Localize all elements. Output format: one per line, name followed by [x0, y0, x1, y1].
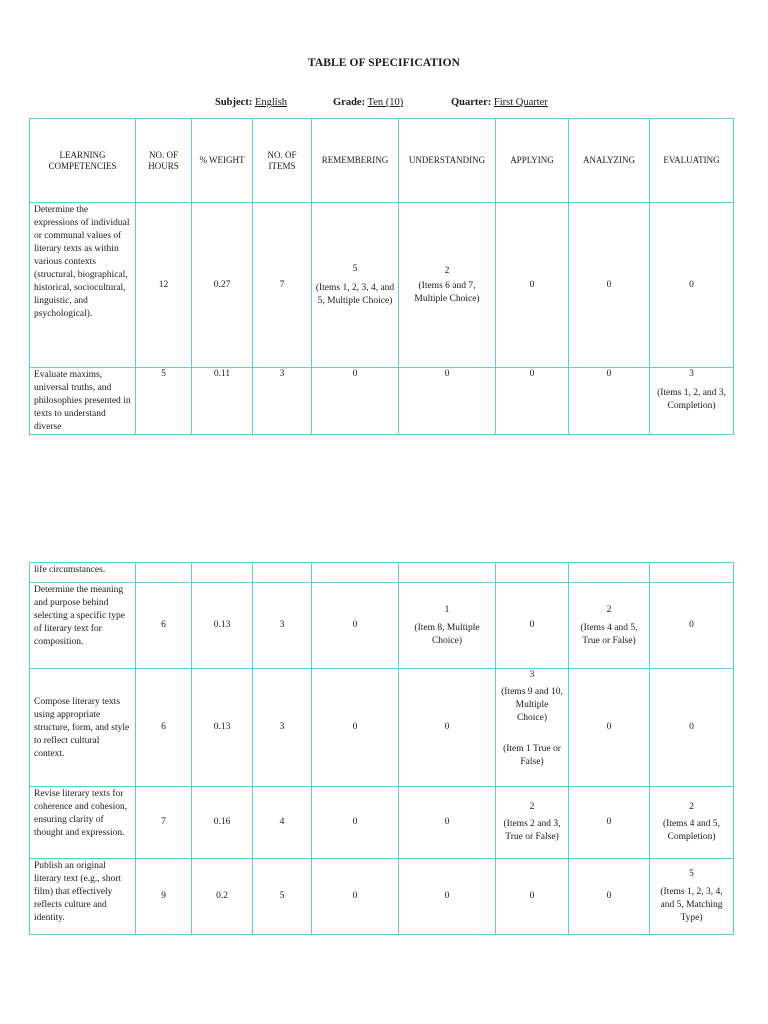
items-cell: 3	[253, 583, 312, 669]
analyzing-cell	[569, 583, 650, 669]
analyzing-cell: 0	[569, 669, 650, 787]
items-cell: 4	[253, 787, 312, 859]
analyzing-cell: 0	[569, 787, 650, 859]
competency-cell: Determine the expressions of individual or communal values of literary texts as within various contexts (structural, biographical, historical, sociocultural, linguistic, and psychological).	[30, 203, 136, 368]
col-header-evaluating: EVALUATING	[650, 119, 734, 203]
subject-value: English	[254, 97, 288, 108]
grade-label: Grade:	[333, 97, 366, 108]
remembering-cell: 0	[312, 368, 399, 435]
table-row	[30, 583, 734, 669]
table-row	[30, 563, 734, 583]
col-header-competencies: LEARNING COMPETENCIES	[30, 119, 136, 203]
col-header-weight: % WEIGHT	[192, 119, 253, 203]
col-header-remembering: REMEMBERING	[312, 119, 399, 203]
empty-cell	[496, 563, 569, 583]
quarter-field	[451, 97, 548, 108]
remembering-count: 5	[352, 263, 358, 274]
competency-cell-continued: life circumstances.	[30, 563, 136, 583]
quarter-value: First Quarter	[493, 97, 548, 108]
evaluating-note: (Items 4 and 5, Completion)	[663, 819, 720, 842]
table-row	[30, 669, 734, 787]
evaluating-cell	[650, 787, 734, 859]
applying-cell: 0	[496, 583, 569, 669]
applying-note: (Items 2 and 3, True or False)	[503, 819, 561, 842]
hours-cell: 9	[136, 859, 192, 935]
hours-cell: 6	[136, 669, 192, 787]
empty-cell	[650, 563, 734, 583]
subject-label: Subject:	[215, 97, 253, 108]
applying-cell: 0	[496, 203, 569, 368]
empty-cell	[253, 563, 312, 583]
understanding-cell	[399, 583, 496, 669]
understanding-note: (Item 8, Multiple Choice)	[414, 622, 480, 646]
remembering-cell: 0	[312, 669, 399, 787]
specification-table	[29, 118, 734, 435]
col-header-applying: APPLYING	[496, 119, 569, 203]
remembering-cell	[312, 203, 399, 368]
understanding-note: (Items 6 and 7, Multiple Choice)	[414, 280, 480, 304]
competency-cell: Revise literary texts for coherence and cohesion, ensuring clarity of thought and expression.	[30, 787, 136, 859]
empty-cell	[399, 563, 496, 583]
understanding-count: 2	[444, 265, 450, 276]
header-row	[30, 119, 734, 203]
items-cell: 3	[253, 368, 312, 435]
weight-cell: 0.16	[192, 787, 253, 859]
empty-cell	[312, 563, 399, 583]
col-header-hours: NO. OF HOURS	[136, 119, 192, 203]
evaluating-cell: 0	[650, 203, 734, 368]
hours-cell: 7	[136, 787, 192, 859]
evaluating-cell	[650, 859, 734, 935]
applying-cell: 0	[496, 859, 569, 935]
competency-cell: Evaluate maxims, universal truths, and philosophies presented in texts to understand diverse	[30, 368, 136, 435]
empty-cell	[136, 563, 192, 583]
understanding-cell	[399, 203, 496, 368]
items-cell: 5	[253, 859, 312, 935]
grade-value: Ten (10)	[367, 97, 404, 108]
applying-cell: 0	[496, 368, 569, 435]
evaluating-cell: 0	[650, 669, 734, 787]
page-title: TABLE OF SPECIFICATION	[307, 57, 461, 69]
evaluating-cell: 0	[650, 583, 734, 669]
table-row	[30, 368, 734, 435]
analyzing-cell: 0	[569, 859, 650, 935]
competency-text: Compose literary texts using appropriate structure, form, and style to reflect cultural context.	[34, 696, 130, 759]
subject-field	[215, 97, 287, 108]
analyzing-cell: 0	[569, 203, 650, 368]
understanding-count: 1	[444, 604, 450, 615]
remembering-cell: 0	[312, 787, 399, 859]
evaluating-count: 5	[689, 869, 694, 879]
remembering-cell: 0	[312, 583, 399, 669]
applying-count: 2	[529, 802, 535, 812]
weight-cell: 0.13	[192, 669, 253, 787]
weight-cell: 0.27	[192, 203, 253, 368]
competency-cell	[30, 669, 136, 787]
specification-table-continued	[29, 562, 734, 935]
table-row	[30, 859, 734, 935]
understanding-cell: 0	[399, 368, 496, 435]
analyzing-cell: 0	[569, 368, 650, 435]
hours-cell: 12	[136, 203, 192, 368]
competency-cell: Publish an original literary text (e.g., short film) that effectively reflects culture and identity.	[30, 859, 136, 935]
applying-cell	[496, 787, 569, 859]
items-cell: 7	[253, 203, 312, 368]
evaluating-cell	[650, 368, 734, 435]
applying-note-2: (Item 1 True or False)	[503, 744, 561, 767]
applying-cell	[496, 669, 569, 787]
competency-cell: Determine the meaning and purpose behind selecting a specific type of literary text for composition.	[30, 583, 136, 669]
understanding-cell: 0	[399, 669, 496, 787]
understanding-cell: 0	[399, 787, 496, 859]
empty-cell	[192, 563, 253, 583]
remembering-cell: 0	[312, 859, 399, 935]
understanding-cell: 0	[399, 859, 496, 935]
table-row	[30, 787, 734, 859]
analyzing-count: 2	[606, 604, 612, 615]
weight-cell: 0.2	[192, 859, 253, 935]
weight-cell: 0.11	[192, 368, 253, 435]
weight-cell: 0.13	[192, 583, 253, 669]
table-row	[30, 203, 734, 368]
evaluating-count: 2	[689, 802, 694, 812]
grade-field	[333, 97, 403, 108]
empty-cell	[569, 563, 650, 583]
evaluating-note: (Items 1, 2, 3, 4, and 5, Matching Type)	[660, 887, 723, 923]
evaluating-count: 3	[689, 369, 694, 379]
analyzing-note: (Items 4 and 5, True or False)	[580, 622, 638, 646]
quarter-label: Quarter:	[451, 97, 492, 108]
items-cell: 3	[253, 669, 312, 787]
applying-note: (Items 9 and 10, Multiple Choice)	[501, 687, 563, 723]
col-header-analyzing: ANALYZING	[569, 119, 650, 203]
remembering-note: (Items 1, 2, 3, 4, and 5, Multiple Choice)	[315, 282, 395, 306]
applying-count: 3	[529, 670, 535, 680]
hours-cell: 5	[136, 368, 192, 435]
evaluating-note: (Items 1, 2, and 3, Completion)	[657, 388, 726, 411]
col-header-understanding: UNDERSTANDING	[399, 119, 496, 203]
hours-cell: 6	[136, 583, 192, 669]
col-header-items: NO. OF ITEMS	[253, 119, 312, 203]
